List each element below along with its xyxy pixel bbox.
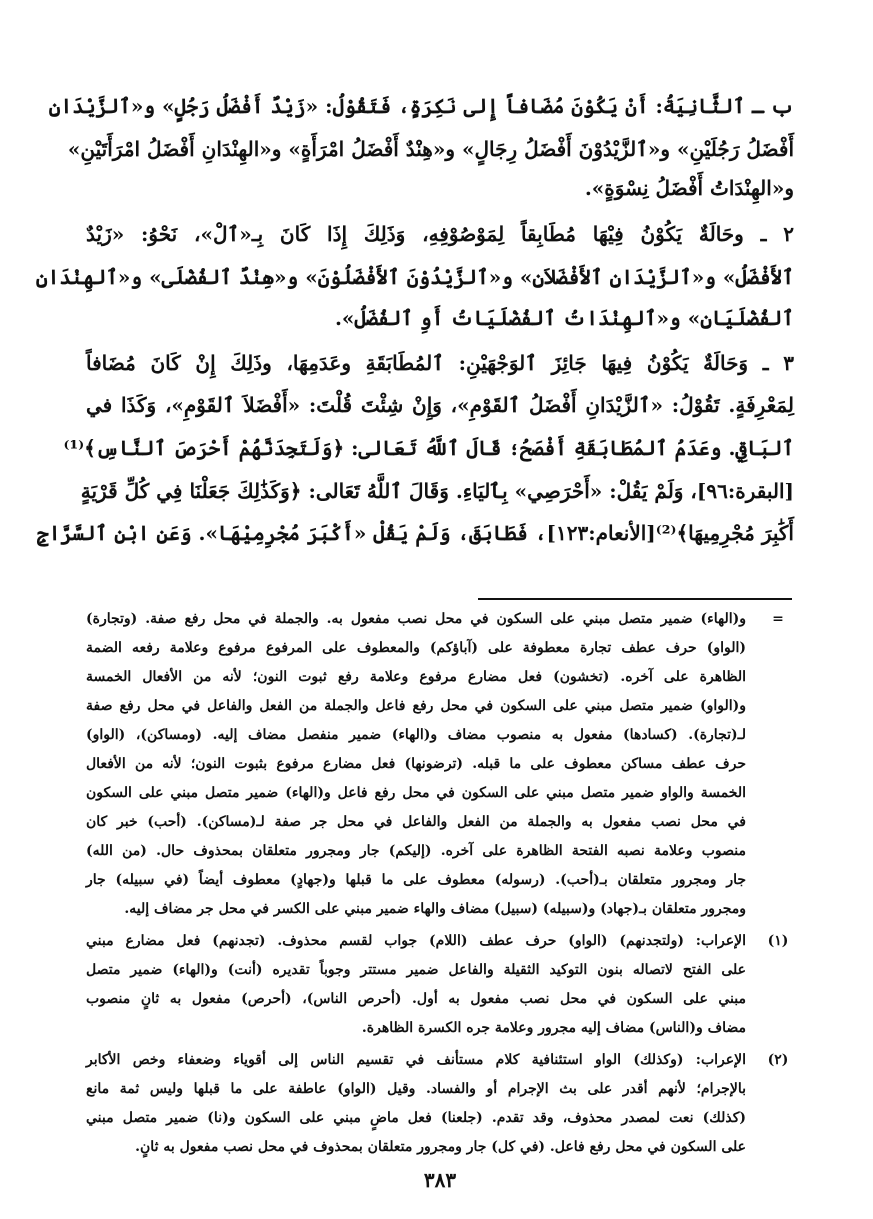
footnote-line: بالإجرام؛ لأنهم أقدر على بث الإجرام أو والفساد. وقيل (الواو) عاطفة على ما قبلها وليس ثمة مانع xyxy=(86,1081,746,1097)
main-text-line: ٢ ـ وحَالَةٌ يَكُوْنُ فِيْهَا مُطَابِقاً لِمَوْصُوْفِهِ، وَذَلِكَ إِذَا كَانَ بِـ«ٱلْ»، نَحْوُ: «زَيْدٌ xyxy=(86,222,794,246)
footnote-line: في محل نصب مفعول به والجملة من الفعل والفاعل في محل جر صفة لـ(مساكن). (أحب) خبر كان xyxy=(86,814,746,830)
footnote-number: (١) xyxy=(767,933,789,949)
page-number: ٣٨٣ xyxy=(423,1168,457,1192)
footnote-line: (الواو) حرف عطف تجارة معطوفة على (آباؤكم) والمعطوف على المرفوع مرفوع وعلامة رفعه الضمة xyxy=(86,640,746,656)
footnote-line: الظاهرة على آخره. (تخشون) فعل مضارع مرفوع وعلامة رفع ثبوت النون؛ لأنه من الأفعال الخمسة xyxy=(86,669,746,685)
main-text-line: لِمَعْرِفَةٍ. تَقُوْلُ: «ٱلزَّيْدَانِ أَفْضَلُ ٱلقَوْمِ»، وَإِنْ شِئْتَ قُلْتَ: «أَفْضَلاَ ٱلقَوْمِ»، وَكَذَا في xyxy=(86,393,794,417)
footnote-line: على السكون في محل رفع فاعل. (في كل) جار ومجرور متعلقان بمحذوف في محل نصب مفعول به ثانٍ. xyxy=(135,1139,746,1155)
main-text-line: [البقرة:٩٦]، وَلَمْ يَقُلْ: «أَحْرَصِي» بِٱليَاءِ. وَقَالَ ٱللَّهُ تَعَالى: ﴿وَكَذَٰلِكَ جَعَلْنَا فِي كُلِّ قَرْيَةٍ xyxy=(80,479,794,503)
main-text-line: ٱلأَفْضَلُ» و«ٱلزَّيْدَانِ ٱلأَفْضَلاَنِ» و«ٱلزَّيْدُوْنَ ٱلأَفْضَلُوْنَ» و«هِنْدٌ ٱلفُضْلَى» و«ٱلهِنْدَانِ xyxy=(35,265,794,289)
main-text-line: أَفْضَلُ رَجُلَيْنِ» و«ٱلزَّيْدُوْنَ أَفْضَلُ رِجَالٍ» و«هِنْدٌ أَفْضَلُ امْرَأَةٍ» و«الهِنْدَانِ أَفْضَلُ امْرَأَتَيْنِ» xyxy=(67,137,794,161)
footnote-separator xyxy=(478,598,792,600)
main-text-line: و«الهِنْدَاتُ أَفْضَلُ نِسْوَةٍ». xyxy=(584,176,794,200)
footnote-line: لـ(تجارة). (كسادها) مفعول به منصوب مضاف و(الهاء) ضمير منفصل مضاف إليه. (ومساكن)، (الواو) xyxy=(86,727,746,743)
footnote-line: مضاف و(الناس) مضاف إليه مجرور وعلامة جره الكسرة الظاهرة. xyxy=(361,1020,746,1036)
main-text-line: ٣ ـ وَحَالَةٌ يَكُوْنُ فِيهَا جَائِزَ ٱلوَجْهَيْنِ: ٱلمُطَابَقَةِ وعَدَمِهَا، وذَلِكَ إِنْ كَانَ مُضَافاً xyxy=(86,351,794,375)
footnote-line: و(الهاء) ضمير متصل مبني على السكون في محل نصب مفعول به. والجملة في محل رفع صفة. (وتجارة) xyxy=(86,611,746,627)
footnote-line: جار ومجرور متعلقان بـ(أحب). (رسوله) معطوف على ما قبلها و(جهادٍ) معطوف أيضاً (في سبيله) جار xyxy=(86,872,746,888)
footnote-line: و(الواو) ضمير متصل مبني على السكون في محل رفع فاعل والجملة من الفعل والفاعل في محل رفع صفة xyxy=(86,698,746,714)
footnote-number: (٢) xyxy=(767,1052,789,1068)
footnote-line: الإعراب: (وكذلك) الواو استئنافية كلام مستأنف في تقسيم الناس إلى أقوياء وضعفاء وخص الأكابر xyxy=(86,1052,746,1068)
footnote-continuation-marker: = xyxy=(772,611,784,627)
footnote-line: حرف عطف مساكن معطوف على ما قبله. (ترضونها) فعل مضارع مرفوع بثبوت النون؛ لأنه من الأفعال xyxy=(86,756,746,772)
footnote-line: ومجرور متعلقان بـ(جهاد) و(سبيله) (سبيل) مضاف والهاء ضمير مبني على الكسر في محل جر مضاف إليه. xyxy=(124,901,746,917)
footnote-line: على الفتح لاتصاله بنون التوكيد الثقيلة والفاعل ضمير مستتر وجوباً تقديره (أنت) و(الهاء) ضمير متصل xyxy=(86,962,746,978)
main-text-line: ٱلبَاقِي. وعَدَمُ ٱلمُطَابَقَةِ أَفْصَحُ؛ قَالَ ٱللَّهُ تَعَالى: ﴿وَلَتَجِدَنَّهُمْ أَحْرَصَ ٱلنَّاسِ﴾⁽¹⁾ xyxy=(63,436,794,460)
footnote-line: منصوب وعلامة نصبه الفتحة الظاهرة على آخره. (إليكم) جار ومجرور متعلقان بمحذوف حال. (من الله) xyxy=(86,843,746,859)
footnote-line: (كذلك) نعت لمصدر محذوف، وقد تقدم. (جلعنا) فعل ماضٍ مبني على السكون و(نا) ضمير متصل مبني xyxy=(86,1110,746,1126)
main-text-line: ٱلفُضْلَيَانِ» و«ٱلهِنْدَاتُ ٱلفُضْلَيَاتُ أَوِ ٱلفُضَلُ». xyxy=(334,306,794,330)
footnote-line: مبني على السكون في محل نصب مفعول به أول. (أحرص الناس)، (أحرص) مفعول به ثانٍ منصوب xyxy=(86,991,746,1007)
main-text-line: ب ـ ٱلثَّانِيَةُ: أَنْ يَكُوْنَ مُضَافاً إِلى نَكِرَةٍ، فَتَقُوْلُ: «زَيْدٌ أَفْضَلُ رَجُلٍ» و«ٱلزَّيْدَانِ xyxy=(48,94,794,118)
main-text-line: أَكَٰبِرَ مُجْرِمِيهَا﴾⁽²⁾[الأنعام:١٢٣]، فَطَابَقَ، وَلَمْ يَقُلْ «أَكْبَرَ مُجْرِمِيْهَا». وَعَنِ ابْنِ ٱلسَّرَّاجِ xyxy=(37,521,794,545)
footnote-line: الإعراب: (ولتجدنهم) (الواو) حرف عطف (اللام) جواب لقسم محذوف. (تجدنهم) فعل مضارع مبني xyxy=(86,933,746,949)
footnote-line: الخمسة والواو ضمير متصل مبني على السكون في محل رفع فاعل و(الهاء) ضمير متصل مبني على السكون xyxy=(86,785,746,801)
